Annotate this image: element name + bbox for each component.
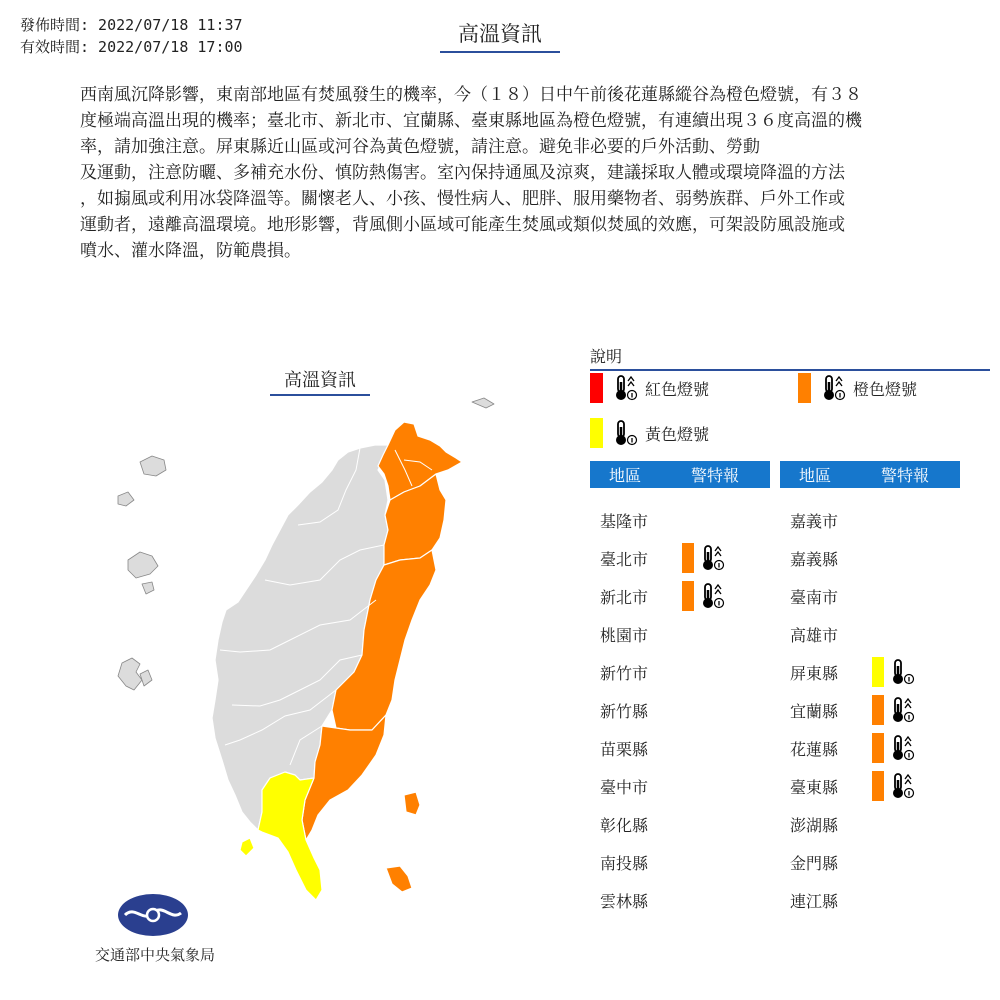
time-info	[20, 14, 243, 58]
table-row	[780, 729, 960, 767]
alert-level-bar	[872, 771, 884, 801]
thermometer-up-icon	[888, 771, 916, 801]
region-name: 桃園市	[600, 625, 649, 645]
region-name: 雲林縣	[600, 891, 649, 911]
header-region: 地區	[798, 466, 831, 485]
map-island-orchid	[386, 866, 412, 892]
legend-item-red	[590, 373, 709, 403]
region-name: 南投縣	[600, 853, 649, 873]
description-line: 運動者，遠離高溫環境。地形影響，背風側小區域可能產生焚風或類似焚風的效應，可架設防風設施或	[80, 215, 845, 235]
table-row	[780, 691, 960, 729]
region-name: 彰化縣	[600, 815, 649, 835]
agency-name: 交通部中央氣象局	[94, 946, 215, 964]
region-name: 臺北市	[600, 549, 649, 569]
table-row	[780, 539, 960, 577]
table-row	[780, 501, 960, 539]
region-name: 臺東縣	[790, 777, 839, 797]
description-line: 度極端高溫出現的機率；臺北市、新北市、宜蘭縣、臺東縣地區為橙色燈號，有連續出現３６度高溫的機	[80, 111, 862, 131]
region-name: 屏東縣	[790, 663, 839, 683]
table-row	[780, 805, 960, 843]
table-row	[590, 691, 770, 729]
header-region: 地區	[608, 466, 641, 485]
table-row	[590, 577, 770, 615]
page-title: 高溫資訊	[440, 18, 560, 53]
legend-swatch	[590, 418, 603, 448]
thermometer-up-icon	[698, 581, 726, 611]
table-row	[780, 577, 960, 615]
map-island-liuqiu	[240, 838, 254, 856]
region-name: 嘉義縣	[790, 549, 839, 569]
legend-swatch	[590, 373, 603, 403]
thermometer-up-icon	[888, 733, 916, 763]
table-row	[590, 729, 770, 767]
thermometer-up-icon	[888, 695, 916, 725]
description-line: 率，請加強注意。屏東縣近山區或河谷為黃色燈號，請注意。避免非必要的戶外活動、勞動	[80, 137, 760, 157]
table-row	[590, 805, 770, 843]
region-name: 澎湖縣	[790, 815, 839, 835]
alert-level-bar	[872, 733, 884, 763]
header-alert: 警特報	[690, 466, 739, 485]
region-name: 臺中市	[600, 777, 649, 797]
region-name: 嘉義市	[790, 511, 839, 531]
region-name: 臺南市	[790, 587, 839, 607]
table-header-right	[780, 461, 960, 488]
table-row	[780, 767, 960, 805]
region-name: 金門縣	[790, 853, 839, 873]
thermometer-up-icon	[698, 543, 726, 573]
table-header-left	[590, 461, 770, 488]
alert-level-bar	[682, 543, 694, 573]
legend-title: 說明	[590, 344, 990, 371]
description-line: 西南風沉降影響，東南部地區有焚風發生的機率，今（１８）日中午前後花蓮縣縱谷為橙色燈號，有３８	[80, 85, 862, 105]
region-name: 新竹市	[600, 663, 649, 683]
cwb-logo-icon	[117, 893, 189, 937]
region-name: 新竹縣	[600, 701, 649, 721]
thermometer-icon	[888, 657, 916, 687]
region-name: 高雄市	[790, 625, 839, 645]
legend-item-yellow	[590, 418, 709, 448]
legend-label: 橙色燈號	[853, 379, 918, 399]
alert-level-bar	[872, 657, 884, 687]
region-name: 基隆市	[600, 511, 649, 531]
legend-label: 紅色燈號	[645, 379, 710, 399]
legend-item-orange	[798, 373, 917, 403]
region-name: 新北市	[600, 587, 649, 607]
header-alert: 警特報	[880, 466, 929, 485]
table-row	[780, 615, 960, 653]
valid-time: 有效時間: 2022/07/18 17:00	[20, 38, 243, 56]
table-row	[590, 767, 770, 805]
map-island-kinmen	[128, 552, 158, 578]
table-row	[590, 615, 770, 653]
alert-level-bar	[872, 695, 884, 725]
region-name: 宜蘭縣	[790, 701, 839, 721]
region-name: 花蓮縣	[790, 739, 839, 759]
legend-swatch	[798, 373, 811, 403]
table-row	[590, 881, 770, 919]
description-line: 及運動，注意防曬、多補充水份、慎防熱傷害。室內保持通風及涼爽，建議採取人體或環境降溫的方法	[80, 163, 845, 183]
table-row	[590, 539, 770, 577]
map-title: 高溫資訊	[270, 366, 370, 396]
table-row	[780, 881, 960, 919]
table-row	[590, 843, 770, 881]
table-row	[590, 501, 770, 539]
map-island-penghu	[118, 658, 142, 690]
table-row	[780, 653, 960, 691]
description-line: ，如搧風或利用冰袋降溫等。關懷老人、小孩、慢性病人、肥胖、服用藥物者、弱勢族群、戶外工作或	[80, 189, 845, 209]
description-line: 噴水、灌水降溫，防範農損。	[80, 241, 301, 261]
legend-label: 黃色燈號	[645, 424, 710, 444]
taiwan-map	[0, 380, 520, 900]
issue-time: 發佈時間: 2022/07/18 11:37	[20, 16, 243, 34]
description	[80, 82, 940, 264]
map-island-green	[404, 792, 420, 815]
region-name: 連江縣	[790, 891, 839, 911]
map-island-matsu	[140, 456, 166, 476]
thermometer-icon	[611, 418, 639, 448]
region-name: 苗栗縣	[600, 739, 649, 759]
alert-level-bar	[682, 581, 694, 611]
table-row	[780, 843, 960, 881]
thermometer-up-icon	[611, 373, 639, 403]
thermometer-up-icon	[819, 373, 847, 403]
table-row	[590, 653, 770, 691]
